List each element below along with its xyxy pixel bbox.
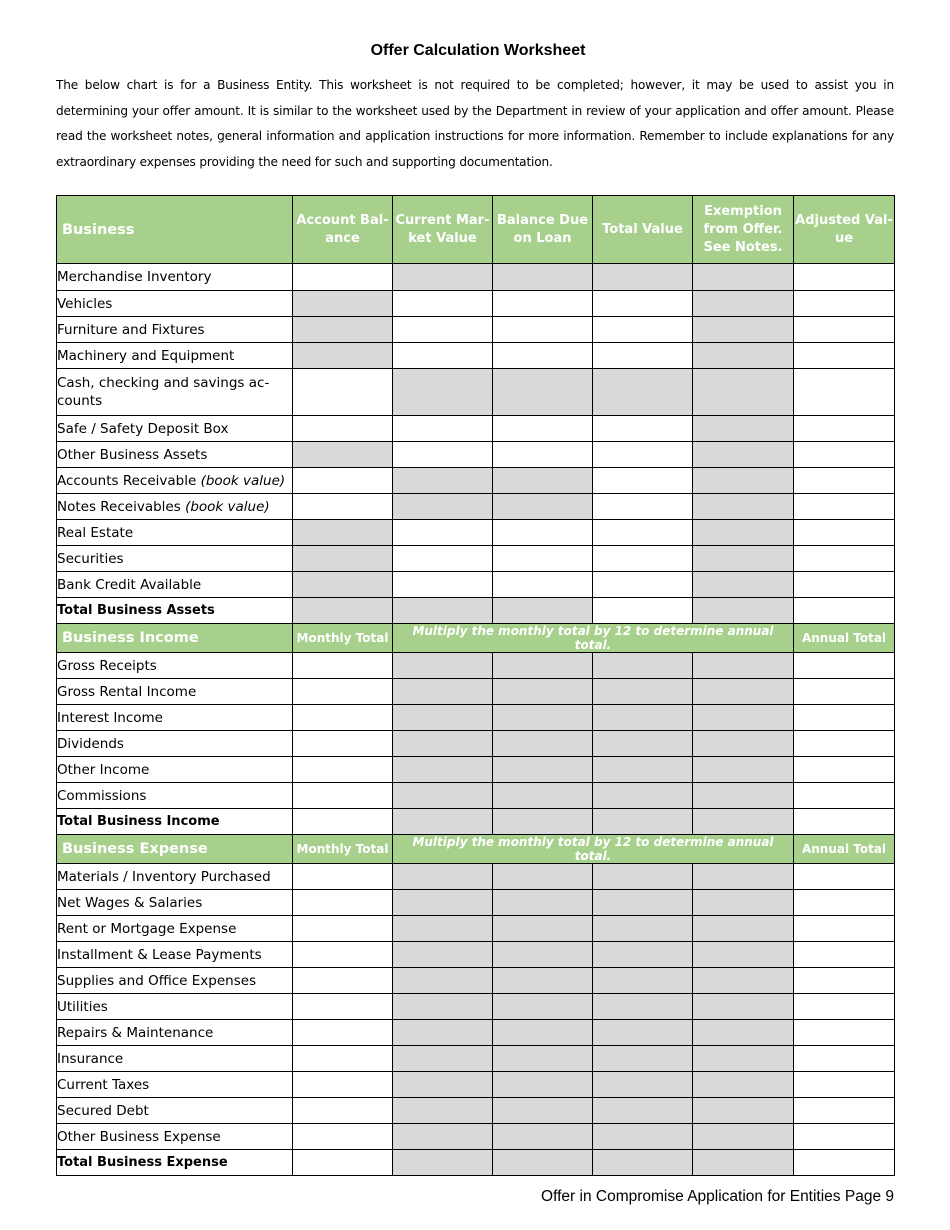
shaded-cell (693, 890, 794, 916)
monthly-input-cell[interactable] (293, 757, 393, 783)
shaded-cell (693, 679, 794, 705)
shaded-cell (593, 1150, 693, 1176)
table-row (57, 783, 895, 809)
annual-input-cell[interactable] (794, 1098, 895, 1124)
annual-input-cell[interactable] (794, 994, 895, 1020)
annual-total-header: Annual Total (794, 835, 895, 864)
shaded-cell (293, 546, 393, 572)
row-label-text: Machinery and Equipment (57, 347, 235, 364)
shaded-cell (293, 291, 393, 317)
shaded-cell (693, 1098, 794, 1124)
shaded-cell (693, 1020, 794, 1046)
table-row (57, 890, 895, 916)
shaded-cell (393, 864, 493, 890)
shaded-cell (693, 494, 794, 520)
table-row (57, 572, 895, 598)
shaded-cell (493, 890, 593, 916)
input-cell[interactable] (794, 546, 895, 572)
shaded-cell (593, 757, 693, 783)
input-cell[interactable] (593, 291, 693, 317)
shaded-cell (393, 809, 493, 835)
table-row (57, 968, 895, 994)
input-cell[interactable] (493, 343, 593, 369)
row-label: Repairs & Maintenance (57, 1020, 293, 1046)
input-cell[interactable] (794, 343, 895, 369)
row-label: Other Business Expense (57, 1124, 293, 1150)
row-label: Supplies and Office Expenses (57, 968, 293, 994)
input-cell[interactable] (293, 369, 393, 416)
shaded-cell (393, 679, 493, 705)
shaded-cell (593, 1072, 693, 1098)
shaded-cell (493, 598, 593, 624)
row-label-text: Safe / Safety Deposit Box (57, 420, 229, 437)
monthly-input-cell[interactable] (293, 809, 393, 835)
shaded-cell (393, 1046, 493, 1072)
shaded-cell (593, 1020, 693, 1046)
input-cell[interactable] (493, 520, 593, 546)
table-row (57, 731, 895, 757)
shaded-cell (393, 468, 493, 494)
shaded-cell (593, 264, 693, 291)
input-cell[interactable] (493, 291, 593, 317)
table-row (57, 916, 895, 942)
row-label-note: (book value) (200, 472, 286, 489)
row-label: Secured Debt (57, 1098, 293, 1124)
row-label: Total Business Income (57, 809, 293, 835)
shaded-cell (593, 679, 693, 705)
shaded-cell (693, 442, 794, 468)
shaded-cell (693, 1046, 794, 1072)
shaded-cell (593, 968, 693, 994)
row-label (57, 572, 293, 598)
shaded-cell (393, 705, 493, 731)
table-row-total (57, 809, 895, 835)
shaded-cell (493, 705, 593, 731)
annual-input-cell[interactable] (794, 731, 895, 757)
monthly-input-cell[interactable] (293, 1098, 393, 1124)
shaded-cell (693, 369, 794, 416)
monthly-input-cell[interactable] (293, 1124, 393, 1150)
input-cell[interactable] (393, 343, 493, 369)
table-row (57, 442, 895, 468)
shaded-cell (593, 994, 693, 1020)
shaded-cell (693, 731, 794, 757)
table-row (57, 494, 895, 520)
table-row (57, 1072, 895, 1098)
annual-input-cell[interactable] (794, 1072, 895, 1098)
monthly-input-cell[interactable] (293, 1072, 393, 1098)
shaded-cell (393, 598, 493, 624)
input-cell[interactable] (593, 520, 693, 546)
shaded-cell (593, 890, 693, 916)
row-label (57, 264, 293, 291)
column-header: Exemption from Offer. See Notes. (693, 196, 794, 264)
shaded-cell (493, 653, 593, 679)
shaded-cell (593, 783, 693, 809)
page-footer: Offer in Compromise Application for Entities Page 9 (541, 1188, 894, 1205)
input-cell[interactable] (593, 343, 693, 369)
input-cell[interactable] (593, 572, 693, 598)
shaded-cell (693, 968, 794, 994)
row-label (57, 468, 293, 494)
annual-input-cell[interactable] (794, 1020, 895, 1046)
shaded-cell (693, 1150, 794, 1176)
shaded-cell (693, 942, 794, 968)
monthly-input-cell[interactable] (293, 653, 393, 679)
input-cell[interactable] (293, 416, 393, 442)
shaded-cell (693, 468, 794, 494)
input-cell[interactable] (293, 494, 393, 520)
row-label-text: Furniture and Fixtures (57, 321, 205, 338)
shaded-cell (593, 942, 693, 968)
row-label: Interest Income (57, 705, 293, 731)
column-header: Balance Due on Loan (493, 196, 593, 264)
input-cell[interactable] (493, 572, 593, 598)
shaded-cell (493, 809, 593, 835)
row-label: Utilities (57, 994, 293, 1020)
shaded-cell (293, 442, 393, 468)
annual-input-cell[interactable] (794, 653, 895, 679)
monthly-input-cell[interactable] (293, 731, 393, 757)
input-cell[interactable] (794, 468, 895, 494)
annual-input-cell[interactable] (794, 1046, 895, 1072)
shaded-cell (693, 343, 794, 369)
table-row (57, 416, 895, 442)
shaded-cell (293, 317, 393, 343)
monthly-input-cell[interactable] (293, 679, 393, 705)
table-row (57, 1124, 895, 1150)
shaded-cell (493, 1046, 593, 1072)
table-row (57, 994, 895, 1020)
table-row (57, 343, 895, 369)
shaded-cell (393, 916, 493, 942)
monthly-input-cell[interactable] (293, 864, 393, 890)
shaded-cell (393, 653, 493, 679)
row-label-text: Merchandise Inventory (57, 269, 212, 285)
input-cell[interactable] (593, 416, 693, 442)
row-label (57, 546, 293, 572)
shaded-cell (393, 890, 493, 916)
table-row (57, 1098, 895, 1124)
annual-input-cell[interactable] (794, 942, 895, 968)
input-cell[interactable] (794, 264, 895, 291)
annual-input-cell[interactable] (794, 864, 895, 890)
input-cell[interactable] (393, 416, 493, 442)
section-title: Business Expense (57, 835, 293, 864)
input-cell[interactable] (493, 442, 593, 468)
section-title: Business Income (57, 624, 293, 653)
row-label (57, 442, 293, 468)
shaded-cell (693, 291, 794, 317)
input-cell[interactable] (393, 520, 493, 546)
row-label: Dividends (57, 731, 293, 757)
row-label-text: Real Estate (57, 524, 134, 541)
shaded-cell (593, 1046, 693, 1072)
input-cell[interactable] (794, 416, 895, 442)
annual-input-cell[interactable] (794, 679, 895, 705)
shaded-cell (693, 520, 794, 546)
monthly-input-cell[interactable] (293, 1020, 393, 1046)
table-row (57, 942, 895, 968)
row-label (57, 291, 293, 317)
column-header-row (57, 196, 895, 264)
annual-input-cell[interactable] (794, 916, 895, 942)
shaded-cell (693, 572, 794, 598)
row-label: Insurance (57, 1046, 293, 1072)
monthly-total-header: Monthly Total (293, 835, 393, 864)
shaded-cell (593, 864, 693, 890)
row-label-text: Securities (57, 550, 124, 567)
shaded-cell (493, 1020, 593, 1046)
input-cell[interactable] (794, 369, 895, 416)
row-label: Commissions (57, 783, 293, 809)
table-row (57, 369, 895, 416)
input-cell[interactable] (794, 317, 895, 343)
shaded-cell (693, 809, 794, 835)
row-label (57, 369, 293, 416)
input-cell[interactable] (393, 546, 493, 572)
input-cell[interactable] (293, 468, 393, 494)
shaded-cell (593, 916, 693, 942)
shaded-cell (693, 598, 794, 624)
row-label: Net Wages & Salaries (57, 890, 293, 916)
shaded-cell (493, 369, 593, 416)
row-label-text: Notes Receivables (57, 498, 186, 515)
shaded-cell (693, 416, 794, 442)
row-label: Gross Rental Income (57, 679, 293, 705)
row-label: Gross Receipts (57, 653, 293, 679)
row-label (57, 416, 293, 442)
shaded-cell (693, 916, 794, 942)
input-cell[interactable] (794, 598, 895, 624)
shaded-cell (393, 1020, 493, 1046)
shaded-cell (393, 1098, 493, 1124)
table-row (57, 679, 895, 705)
shaded-cell (293, 598, 393, 624)
input-cell[interactable] (293, 264, 393, 291)
input-cell[interactable] (794, 494, 895, 520)
input-cell[interactable] (593, 598, 693, 624)
shaded-cell (593, 1124, 693, 1150)
shaded-cell (393, 757, 493, 783)
row-label (57, 317, 293, 343)
shaded-cell (493, 968, 593, 994)
shaded-cell (593, 1098, 693, 1124)
shaded-cell (393, 731, 493, 757)
income-section-header (57, 624, 895, 653)
shaded-cell (293, 572, 393, 598)
shaded-cell (493, 942, 593, 968)
input-cell[interactable] (794, 572, 895, 598)
row-label: Installment & Lease Payments (57, 942, 293, 968)
shaded-cell (393, 264, 493, 291)
shaded-cell (593, 809, 693, 835)
input-cell[interactable] (593, 317, 693, 343)
annual-input-cell[interactable] (794, 757, 895, 783)
shaded-cell (593, 653, 693, 679)
shaded-cell (393, 994, 493, 1020)
table-row-total (57, 1150, 895, 1176)
monthly-input-cell[interactable] (293, 705, 393, 731)
expense-section-header (57, 835, 895, 864)
shaded-cell (693, 317, 794, 343)
input-cell[interactable] (493, 317, 593, 343)
shaded-cell (693, 705, 794, 731)
row-label-text: Accounts Receivable (57, 472, 201, 489)
shaded-cell (493, 783, 593, 809)
shaded-cell (393, 1072, 493, 1098)
shaded-cell (493, 731, 593, 757)
column-header: Adjusted Val- ue (794, 196, 895, 264)
monthly-input-cell[interactable] (293, 783, 393, 809)
shaded-cell (393, 1124, 493, 1150)
table-row (57, 468, 895, 494)
shaded-cell (393, 968, 493, 994)
shaded-cell (493, 264, 593, 291)
shaded-cell (693, 1072, 794, 1098)
shaded-cell (593, 731, 693, 757)
section-note: Multiply the monthly total by 12 to determine annual total. (393, 624, 794, 653)
shaded-cell (493, 757, 593, 783)
input-cell[interactable] (794, 291, 895, 317)
table-row (57, 653, 895, 679)
shaded-cell (293, 343, 393, 369)
page-title: Offer Calculation Worksheet (370, 42, 586, 59)
shaded-cell (393, 1150, 493, 1176)
row-label: Total Business Expense (57, 1150, 293, 1176)
input-cell[interactable] (393, 442, 493, 468)
annual-total-header: Annual Total (794, 624, 895, 653)
shaded-cell (693, 1124, 794, 1150)
input-cell[interactable] (794, 520, 895, 546)
monthly-input-cell[interactable] (293, 994, 393, 1020)
worksheet-table (56, 195, 895, 1176)
shaded-cell (593, 705, 693, 731)
row-label (57, 494, 293, 520)
table-row (57, 864, 895, 890)
shaded-cell (493, 916, 593, 942)
shaded-cell (493, 494, 593, 520)
table-row (57, 291, 895, 317)
annual-input-cell[interactable] (794, 1150, 895, 1176)
row-label (57, 343, 293, 369)
input-cell[interactable] (493, 416, 593, 442)
table-row (57, 1020, 895, 1046)
column-header: Account Bal- ance (293, 196, 393, 264)
row-label-text: Cash, checking and savings ac- counts (57, 375, 270, 409)
shaded-cell (493, 1124, 593, 1150)
shaded-cell (493, 1098, 593, 1124)
monthly-input-cell[interactable] (293, 1046, 393, 1072)
shaded-cell (493, 994, 593, 1020)
table-row (57, 264, 895, 291)
table-row (57, 1046, 895, 1072)
table-row (57, 705, 895, 731)
intro-paragraph: The below chart is for a Business Entity. This worksheet is not required to be completed; however, it may be used to assist you in determining your offer amount. It is similar to the worksheet used by the Department in review of your application and offer amount. Please read the worksheet notes, general information and application instructions for more information. Remember to include explanations for any extraordinary expenses providing the need for such and supporting documentation. (56, 78, 894, 169)
input-cell[interactable] (393, 572, 493, 598)
row-label-note: (book value) (185, 498, 270, 515)
annual-input-cell[interactable] (794, 705, 895, 731)
shaded-cell (493, 864, 593, 890)
annual-input-cell[interactable] (794, 890, 895, 916)
table-row (57, 757, 895, 783)
input-cell[interactable] (393, 317, 493, 343)
annual-input-cell[interactable] (794, 809, 895, 835)
input-cell[interactable] (794, 442, 895, 468)
input-cell[interactable] (593, 494, 693, 520)
shaded-cell (393, 494, 493, 520)
table-row-total (57, 598, 895, 624)
shaded-cell (693, 653, 794, 679)
row-label: Rent or Mortgage Expense (57, 916, 293, 942)
shaded-cell (693, 783, 794, 809)
column-header: Total Value (593, 196, 693, 264)
row-label: Materials / Inventory Purchased (57, 864, 293, 890)
column-header: Business (57, 196, 293, 264)
row-label-text: Vehicles (57, 295, 113, 312)
shaded-cell (493, 468, 593, 494)
monthly-input-cell[interactable] (293, 890, 393, 916)
row-label (57, 520, 293, 546)
row-label: Current Taxes (57, 1072, 293, 1098)
shaded-cell (393, 783, 493, 809)
row-label: Total Business Assets (57, 598, 293, 624)
input-cell[interactable] (393, 291, 493, 317)
shaded-cell (493, 1150, 593, 1176)
section-note: Multiply the monthly total by 12 to determine annual total. (393, 835, 794, 864)
shaded-cell (393, 369, 493, 416)
table-row (57, 546, 895, 572)
shaded-cell (493, 1072, 593, 1098)
monthly-total-header: Monthly Total (293, 624, 393, 653)
annual-input-cell[interactable] (794, 968, 895, 994)
table-row (57, 317, 895, 343)
shaded-cell (693, 864, 794, 890)
monthly-input-cell[interactable] (293, 968, 393, 994)
shaded-cell (693, 264, 794, 291)
shaded-cell (593, 369, 693, 416)
input-cell[interactable] (593, 442, 693, 468)
table-row (57, 520, 895, 546)
row-label-text: Other Business Assets (57, 446, 208, 463)
shaded-cell (693, 994, 794, 1020)
column-header: Current Mar- ket Value (393, 196, 493, 264)
shaded-cell (493, 679, 593, 705)
shaded-cell (393, 942, 493, 968)
annual-input-cell[interactable] (794, 1124, 895, 1150)
monthly-input-cell[interactable] (293, 942, 393, 968)
input-cell[interactable] (593, 546, 693, 572)
shaded-cell (293, 520, 393, 546)
row-label-text: Bank Credit Available (57, 576, 202, 593)
input-cell[interactable] (593, 468, 693, 494)
row-label: Other Income (57, 757, 293, 783)
monthly-input-cell[interactable] (293, 916, 393, 942)
monthly-input-cell[interactable] (293, 1150, 393, 1176)
annual-input-cell[interactable] (794, 783, 895, 809)
input-cell[interactable] (493, 546, 593, 572)
shaded-cell (693, 546, 794, 572)
shaded-cell (693, 757, 794, 783)
